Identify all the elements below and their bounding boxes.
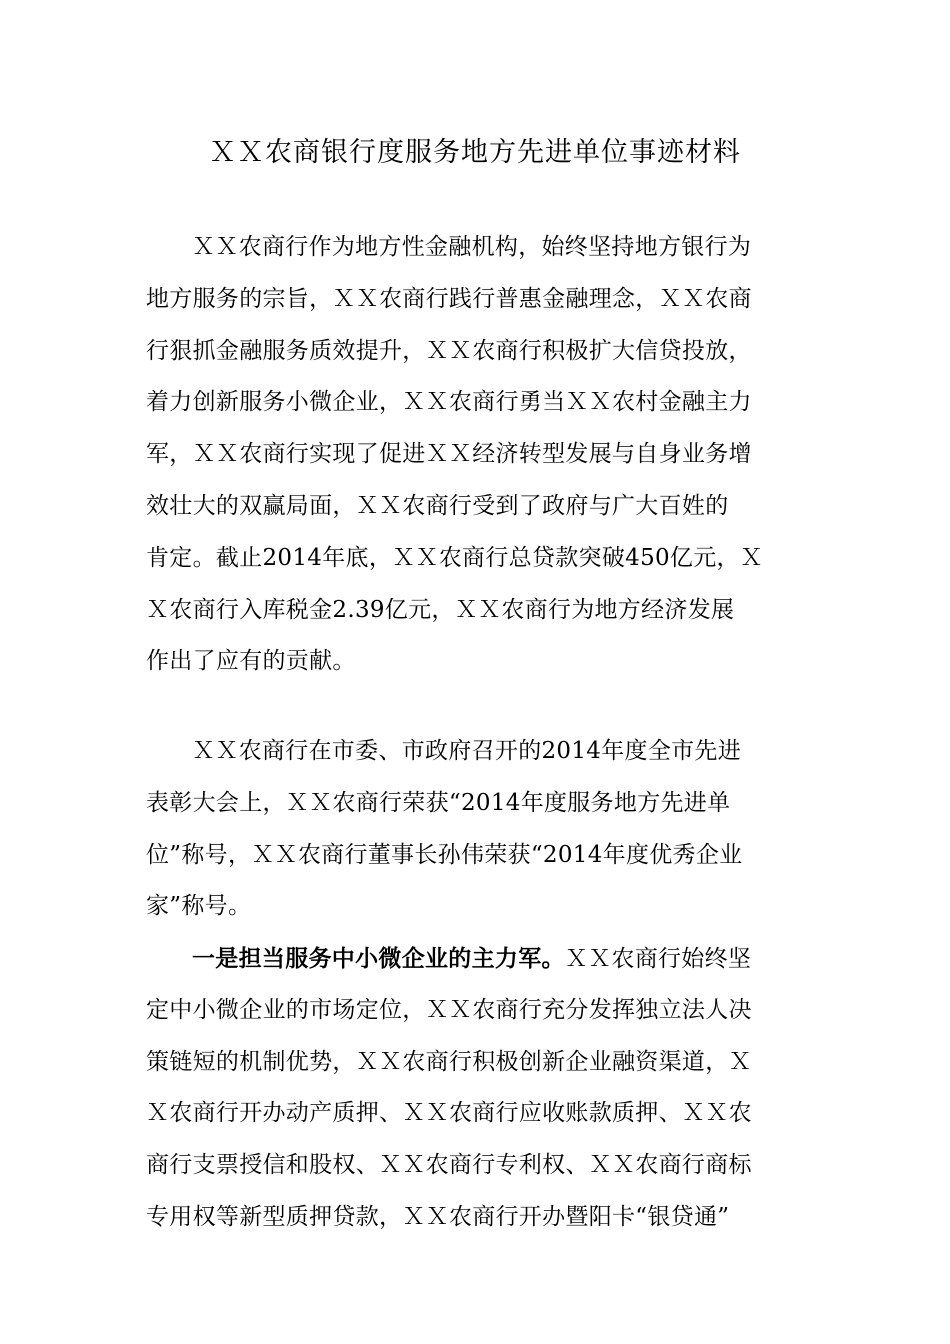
section-lead-heading: 一是担当服务中小微企业的主力军。 — [192, 945, 565, 972]
paragraph-line: 行狠抓金融服务质效提升，ＸＸ农商行积极扩大信贷投放， — [146, 337, 752, 364]
paragraph-line: 军，ＸＸ农商行实现了促进ＸＸ经济转型发展与自身业务增 — [146, 441, 752, 468]
paragraph-line: ＸＸ农商行作为地方性金融机构，始终坚持地方银行为 — [192, 234, 752, 260]
paragraph-line: 家”称号。 — [146, 893, 252, 920]
paragraph-line: 作出了应有的贡献。 — [146, 648, 356, 675]
paragraph-line: ＸＸ农商行在市委、市政府召开的2014年度全市先进 — [192, 738, 742, 764]
paragraph-line: 策链短的机制优势，ＸＸ农商行积极创新企业融资渠道，Ｘ — [146, 1048, 752, 1075]
paragraph-line: 着力创新服务小微企业，ＸＸ农商行勇当ＸＸ农村金融主力 — [146, 389, 752, 416]
paragraph-line-rest: ＸＸ农商行始终坚 — [564, 946, 752, 972]
paragraph-first-line — [146, 933, 806, 985]
paragraph-line: Ｘ农商行开办动产质押、ＸＸ农商行应收账款质押、ＸＸ农 — [146, 1100, 752, 1127]
paragraph-2 — [146, 726, 806, 933]
paragraph-line: 地方服务的宗旨，ＸＸ农商行践行普惠金融理念，ＸＸ农商 — [146, 285, 752, 312]
paragraph-line: 肯定。截止2014年底，ＸＸ农商行总贷款突破450亿元，Ｘ — [146, 544, 764, 571]
paragraph-line: 表彰大会上，ＸＸ农商行荣获“2014年度服务地方先进单 — [146, 789, 731, 816]
document-title: ＸＸ农商银行度服务地方先进单位事迹材料 — [209, 137, 741, 168]
paragraph-line: 商行支票授信和股权、ＸＸ农商行专利权、ＸＸ农商行商标 — [146, 1152, 752, 1179]
paragraph-line: 效壮大的双赢局面，ＸＸ农商行受到了政府与广大百姓的 — [146, 492, 729, 519]
paragraph-1 — [146, 222, 806, 688]
paragraph-line: 位”称号，ＸＸ农商行董事长孙伟荣获“2014年度优秀企业 — [146, 841, 743, 868]
paragraph-3 — [146, 933, 806, 1244]
paragraph-line: 专用权等新型质押贷款，ＸＸ农商行开办暨阳卡“银贷通” — [146, 1203, 730, 1230]
paragraph-line: Ｘ农商行入库税金2.39亿元，ＸＸ农商行为地方经济发展 — [146, 596, 735, 623]
paragraph-line: 定中小微企业的市场定位，ＸＸ农商行充分发挥独立法人决 — [146, 996, 752, 1023]
